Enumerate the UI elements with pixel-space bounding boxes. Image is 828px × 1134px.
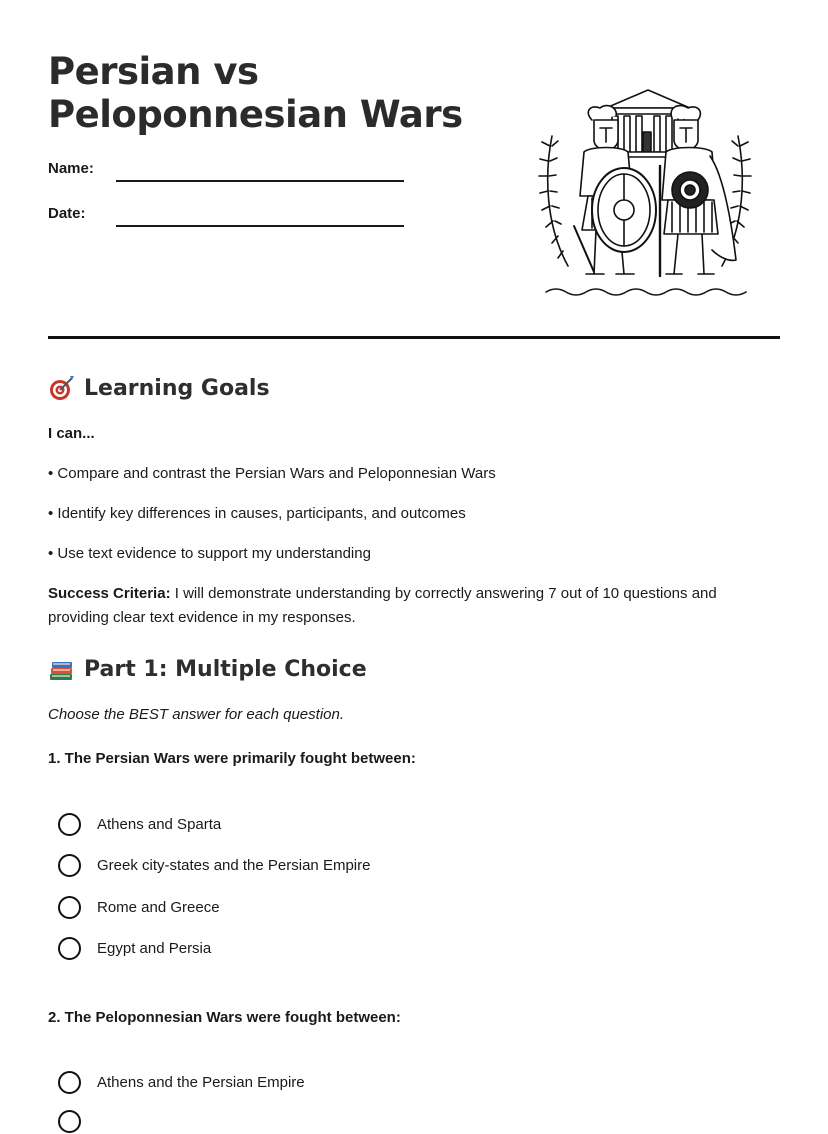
date-line[interactable]: [116, 225, 404, 227]
q2-option-a-label: Athens and the Persian Empire: [97, 1073, 305, 1091]
target-emoji-icon: [48, 374, 76, 402]
radio-button[interactable]: [58, 896, 81, 919]
success-criteria-label: Success Criteria:: [48, 585, 171, 602]
learning-goals-heading: [48, 374, 270, 402]
greek-warriors-illustration: [538, 86, 752, 302]
worksheet-page: [48, 0, 780, 1091]
radio-button[interactable]: [58, 813, 81, 836]
title-line-2: Peloponnesian Wars: [48, 93, 463, 136]
q1-option-a-label: Athens and Sparta: [97, 815, 222, 833]
name-label: Name:: [48, 160, 94, 177]
q1-option-c-label: Rome and Greece: [97, 898, 220, 916]
q1-option-d[interactable]: [58, 935, 211, 961]
worksheet-header: [48, 0, 780, 340]
success-criteria-text: I will demonstrate understanding by correctly answering 7 out of 10 questions and providing clear text evidence in my responses.: [48, 585, 717, 626]
part1-instructions: Choose the BEST answer for each question.: [48, 706, 345, 723]
left-warrior-icon: [574, 106, 656, 274]
radio-button[interactable]: [58, 1071, 81, 1094]
date-label: Date:: [48, 205, 86, 222]
learning-goals-heading-text: Learning Goals: [84, 375, 270, 401]
question-2-prompt: 2. The Peloponnesian Wars were fought between:: [48, 1009, 401, 1026]
q1-option-d-label: Egypt and Persia: [97, 939, 212, 957]
q1-option-c[interactable]: [58, 894, 220, 920]
part1-heading: [48, 655, 367, 683]
success-criteria: [48, 582, 748, 630]
part1-heading-text: Part 1: Multiple Choice: [84, 656, 367, 682]
q2-option-a[interactable]: [58, 1069, 305, 1095]
radio-button[interactable]: [58, 854, 81, 877]
laurel-left-icon: [539, 136, 568, 266]
name-line[interactable]: [116, 180, 404, 182]
name-field[interactable]: [48, 160, 408, 190]
i-can-label: I can...: [48, 425, 95, 442]
radio-button[interactable]: [58, 937, 81, 960]
worksheet-title: [48, 50, 463, 136]
date-field[interactable]: [48, 205, 408, 235]
books-emoji-icon: [48, 655, 76, 683]
goal-bullet-3: • Use text evidence to support my understanding: [48, 545, 371, 562]
q1-option-b[interactable]: [58, 852, 370, 878]
goal-bullet-1: • Compare and contrast the Persian Wars and Peloponnesian Wars: [48, 465, 496, 482]
ground-waves: [546, 289, 746, 295]
q1-option-a[interactable]: [58, 811, 221, 837]
question-1-prompt: 1. The Persian Wars were primarily fought between:: [48, 750, 416, 767]
q1-option-b-label: Greek city-states and the Persian Empire: [97, 856, 371, 874]
goal-bullet-2: • Identify key differences in causes, participants, and outcomes: [48, 505, 466, 522]
title-line-1: Persian vs: [48, 50, 259, 93]
header-divider: [48, 336, 780, 339]
radio-button[interactable]: [58, 1110, 81, 1133]
q2-option-b-partial[interactable]: [58, 1108, 97, 1134]
